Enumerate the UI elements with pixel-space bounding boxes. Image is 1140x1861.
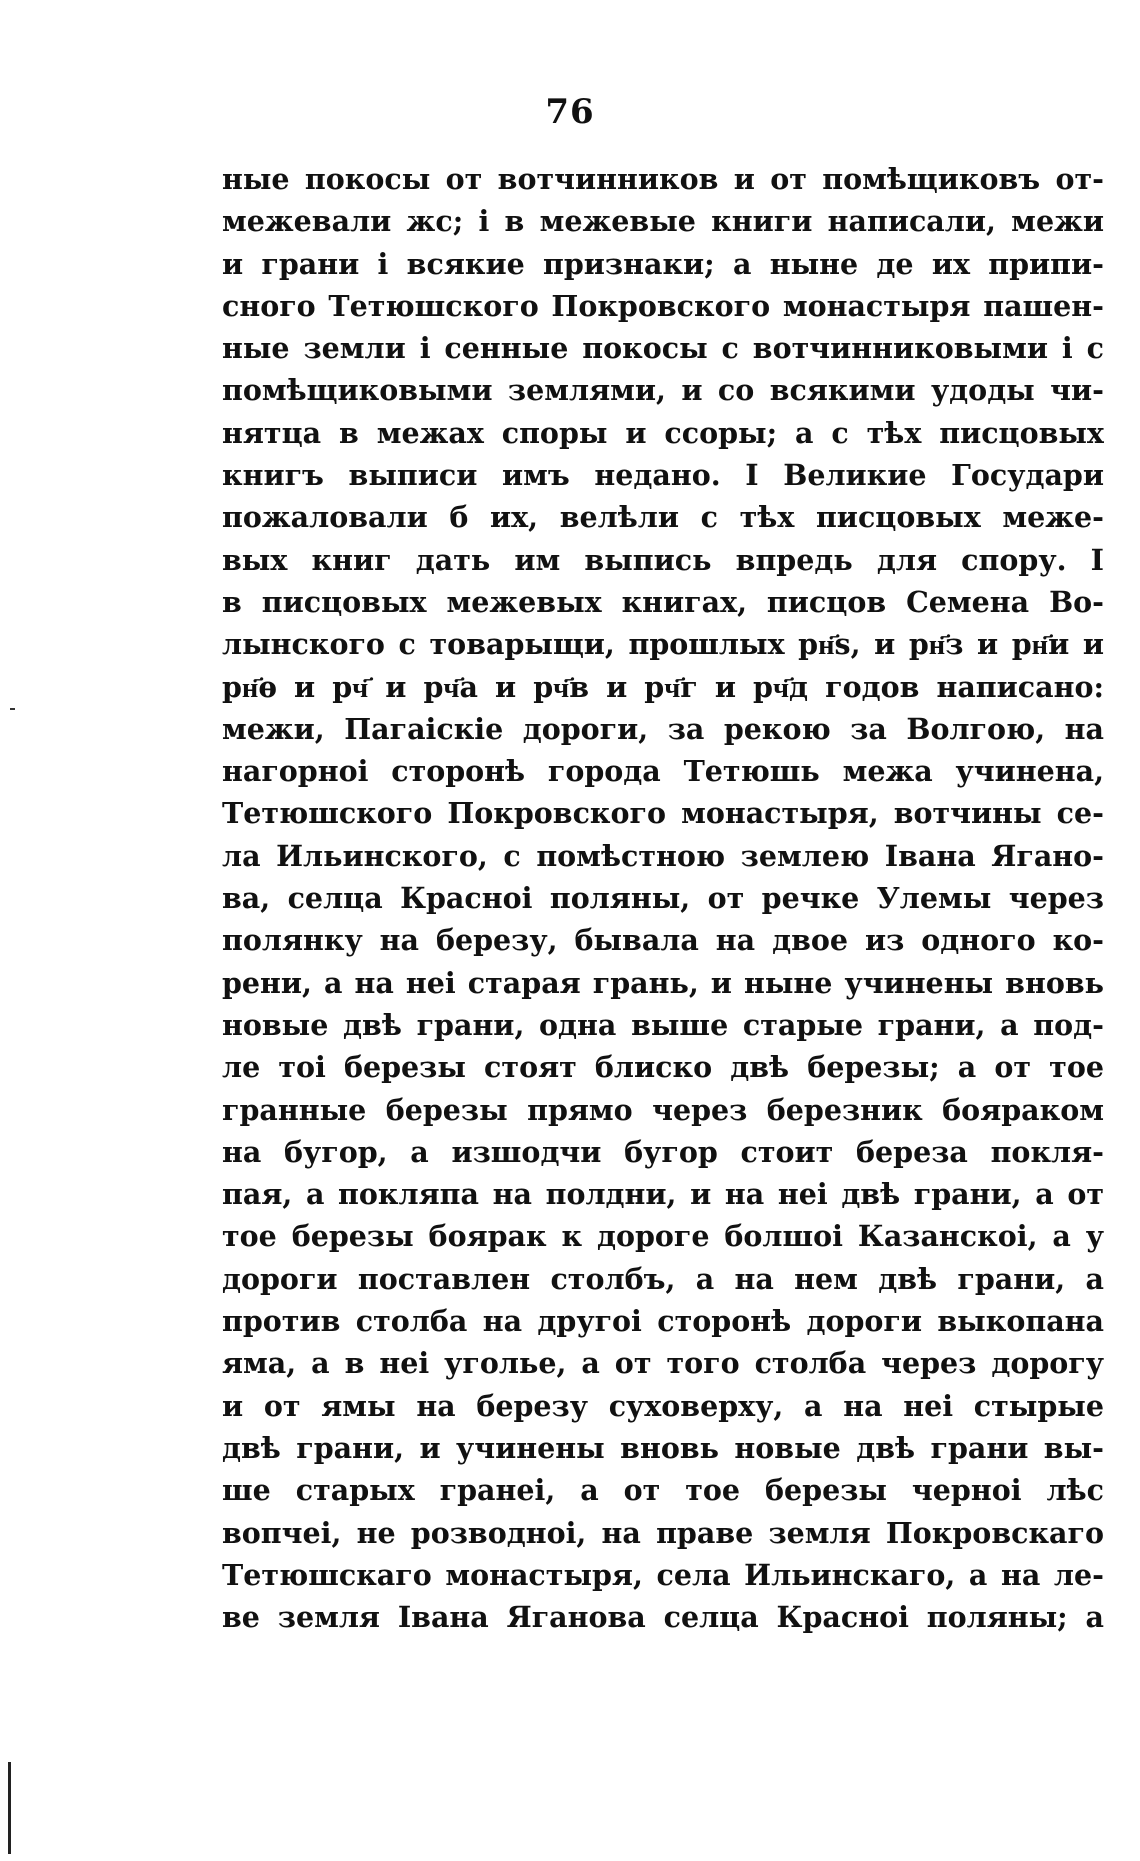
text-line: сного Тетюшского Покровского монастыря пашен- — [222, 288, 1104, 323]
text-line: в писцовых межевых книгах, писцов Семена Во- — [222, 584, 1104, 619]
text-line: пожаловали б их, велѣли с тѣх писцовых меже- — [222, 500, 1104, 535]
text-line: тое березы боярак к дороге болшоі Казанскоі, а у — [222, 1219, 1104, 1254]
binding-edge-mark — [8, 1762, 11, 1854]
text-line: лынского с товарыщи, прошлых рн҃ѕ, и рн҃з и рн҃и и — [222, 627, 1104, 662]
text-line: ше старых гранеі, а от тое березы черноі лѣс — [222, 1473, 1104, 1508]
margin-mark — [10, 708, 15, 710]
text-line: межевали жс; і в межевые книги написали, межи — [222, 204, 1104, 239]
text-line: ные земли і сенные покосы с вотчинниковыми і с — [222, 331, 1104, 366]
text-line: полянку на березу, бывала на двое из одного ко- — [222, 923, 1104, 958]
text-line: двѣ грани, и учинены вновь новые двѣ грани вы- — [222, 1430, 1104, 1465]
text-line: пая, а покляпа на полдни, и на неі двѣ грани, а от — [222, 1177, 1104, 1212]
text-line: вопчеі, не розводноі, на праве земля Покровскаго — [222, 1515, 1104, 1550]
text-line: помѣщиковыми землями, и со всякими удоды чи- — [222, 373, 1104, 408]
text-line: нагорноі сторонѣ города Тетюшь межа учинена, — [222, 754, 1104, 789]
text-line: ве земля Івана Яганова селца Красноі поляны; а — [222, 1600, 1104, 1635]
text-line: дороги поставлен столбъ, а на нем двѣ грани, а — [222, 1261, 1104, 1296]
page-number: 76 — [545, 92, 595, 132]
text-line: нятца в межах споры и ссоры; а с тѣх писцовых — [222, 415, 1104, 450]
text-line: новые двѣ грани, одна выше старые грани, а под- — [222, 1007, 1104, 1042]
text-line: рени, а на неі старая грань, и ныне учинены вновь — [222, 965, 1104, 1000]
text-line: межи, Пагаіскіе дороги, за рекою за Волгою, на — [222, 711, 1104, 746]
text-line: Тетюшскаго монастыря, села Ильинскаго, а на ле- — [222, 1557, 1104, 1592]
text-line: ла Ильинского, с помѣстною землею Івана Ягано- — [222, 838, 1104, 873]
text-line: против столба на другоі сторонѣ дороги выкопана — [222, 1304, 1104, 1339]
text-line: гранные березы прямо через березник бояраком — [222, 1092, 1104, 1127]
text-line: ва, селца Красноі поляны, от речке Улемы через — [222, 881, 1104, 916]
text-line: книгъ выписи имъ недано. І Великие Государи — [222, 458, 1104, 493]
text-line: на бугор, а изшодчи бугор стоит береза покля- — [222, 1134, 1104, 1169]
body-text — [222, 158, 1104, 1638]
text-line: и от ямы на березу суховерху, а на неі стырые — [222, 1388, 1104, 1423]
text-line: и грани і всякие признаки; а ныне де их припи- — [222, 246, 1104, 281]
text-line: ные покосы от вотчинников и от помѣщиковъ от- — [222, 162, 1104, 196]
text-line: рн҃ѳ и рч҃ и рч҃а и рч҃в и рч҃г и рч҃д годов написано: — [222, 669, 1104, 704]
text-line: яма, а в неі уголье, а от того столба через дорогу — [222, 1346, 1104, 1381]
text-line: Тетюшского Покровского монастыря, вотчины се- — [222, 796, 1104, 831]
text-line: вых книг дать им выпись впредь для спору. І — [222, 542, 1104, 577]
text-line: ле тоі березы стоят блиско двѣ березы; а от тое — [222, 1050, 1104, 1085]
